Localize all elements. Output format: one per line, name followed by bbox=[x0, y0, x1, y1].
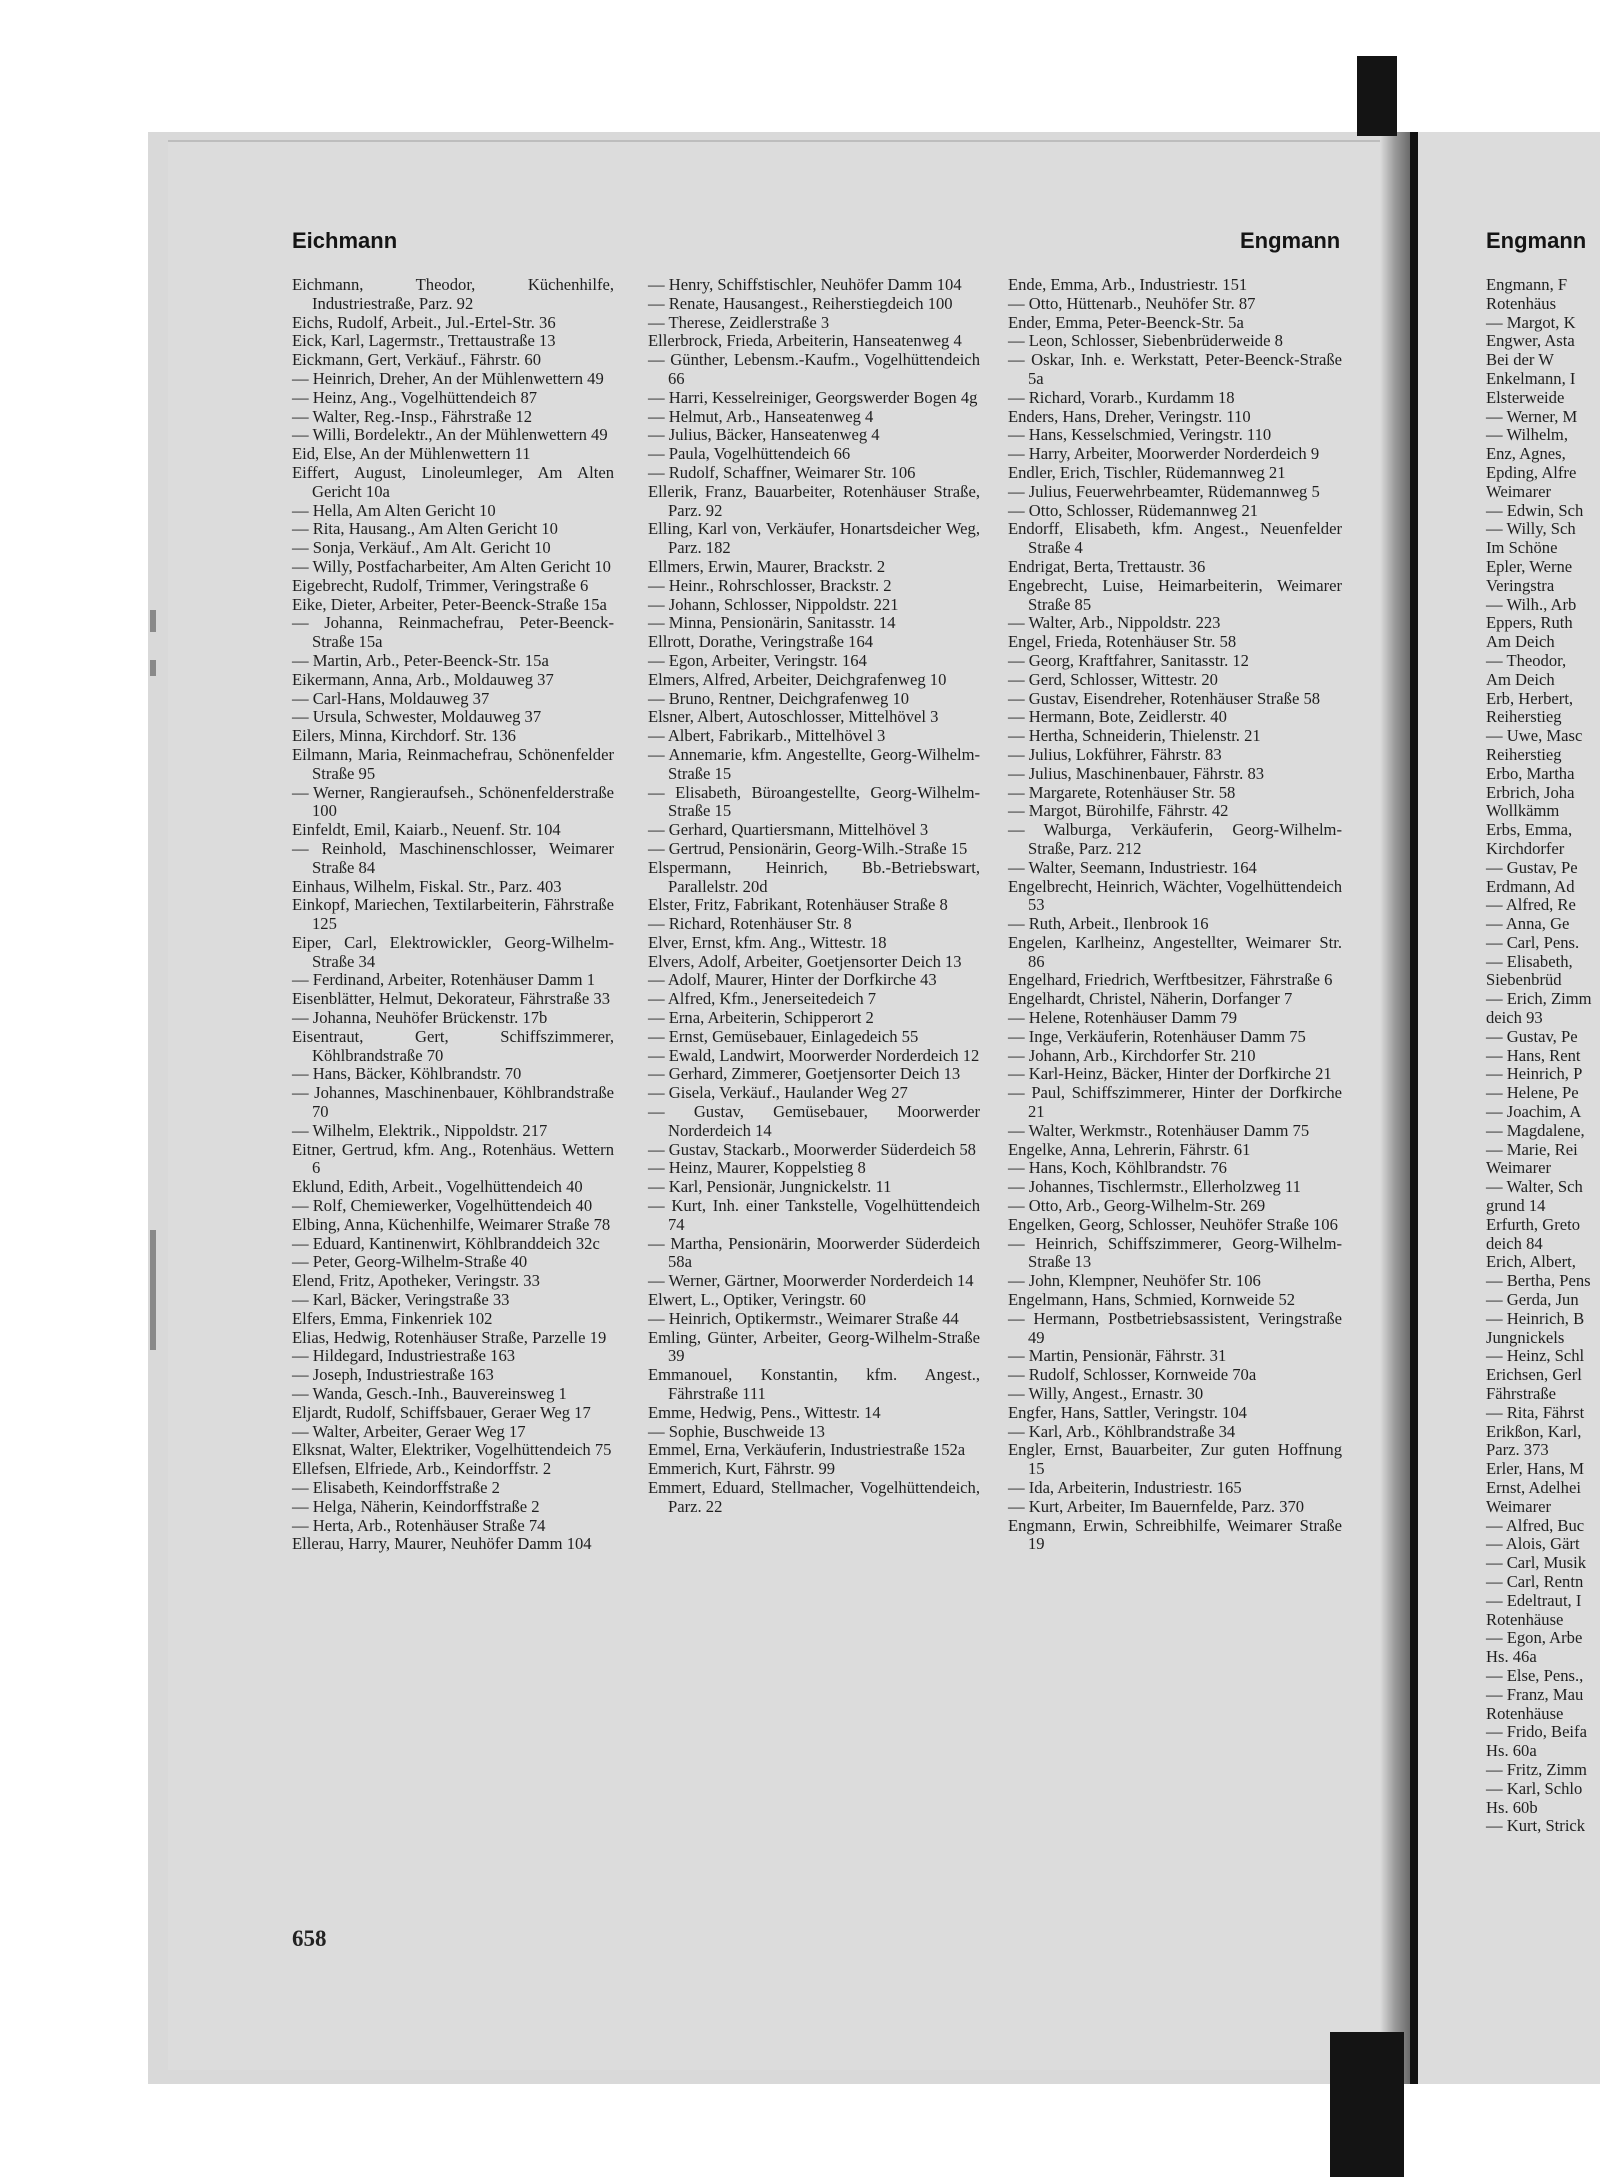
directory-entry: — Bruno, Rentner, Deichgrafenweg 10 bbox=[648, 688, 910, 708]
directory-entry: — Gustav, Gemüsebauer, Moorwerder Norderdeich 14 bbox=[648, 1102, 980, 1140]
directory-entry: — Johanna, Reinmachefrau, Peter-Beenck-Straße 15a bbox=[292, 613, 614, 652]
directory-entry: — Rita, Hausang., Am Alten Gericht 10 bbox=[292, 519, 558, 539]
directory-entry: — Heinr., Rohrschlosser, Brackstr. 2 bbox=[648, 575, 892, 595]
directory-entry: Elbing, Anna, Küchenhilfe, Weimarer Straße 78 bbox=[292, 1214, 611, 1234]
directory-entry: — Hans, Rent bbox=[1486, 1045, 1581, 1065]
directory-entry: — Johanna, Neuhöfer Brückenstr. 17b bbox=[292, 1008, 548, 1028]
directory-entry: Fährstraße bbox=[1486, 1384, 1557, 1404]
running-head-left: Eichmann bbox=[292, 228, 398, 253]
directory-entry: Eickmann, Gert, Verkäuf., Fährstr. 60 bbox=[292, 350, 542, 370]
directory-entry: Engebrecht, Luise, Heimarbeiterin, Weimarer Straße 85 bbox=[1008, 575, 1342, 614]
directory-entry: — Rolf, Chemiewerker, Vogelhüttendeich 40 bbox=[292, 1196, 593, 1216]
directory-entry: — Herta, Arb., Rotenhäuser Straße 74 bbox=[292, 1515, 546, 1535]
directory-entry: Enders, Hans, Dreher, Veringstr. 110 bbox=[1008, 406, 1251, 426]
directory-column-3 bbox=[1008, 276, 1342, 1554]
directory-entry: Erler, Hans, M bbox=[1486, 1459, 1584, 1479]
directory-entry: Engelmann, Hans, Schmied, Kornweide 52 bbox=[1008, 1290, 1296, 1310]
directory-entry: — Walter, Seemann, Industriestr. 164 bbox=[1008, 857, 1257, 877]
directory-entry: — Heinrich, B bbox=[1486, 1308, 1585, 1328]
directory-entry: — Willi, Bordelektr., An der Mühlenwettern 49 bbox=[292, 425, 608, 445]
directory-entry: Hs. 60b bbox=[1486, 1797, 1538, 1817]
directory-entry: Elspermann, Heinrich, Bb.-Betriebswart, Parallelstr. 20d bbox=[648, 857, 980, 896]
directory-entry: Eilers, Minna, Kirchdorf. Str. 136 bbox=[292, 726, 516, 746]
directory-entry: Elias, Hedwig, Rotenhäuser Straße, Parzelle 19 bbox=[292, 1327, 607, 1347]
directory-entry: Eichs, Rudolf, Arbeit., Jul.-Ertel-Str. 36 bbox=[292, 312, 556, 332]
page-number: 658 bbox=[292, 1926, 327, 1951]
directory-entry: Rotenhäuse bbox=[1486, 1609, 1564, 1629]
directory-entry: — Else, Pens., bbox=[1486, 1665, 1584, 1685]
directory-entry: Erbs, Emma, bbox=[1486, 820, 1573, 840]
directory-entry: Elsterweide bbox=[1486, 387, 1565, 407]
directory-entry: — Marie, Rei bbox=[1486, 1139, 1578, 1159]
directory-entry: Emmel, Erna, Verkäuferin, Industriestraße 152a bbox=[648, 1440, 966, 1460]
directory-entry: — Werner, M bbox=[1486, 406, 1578, 426]
directory-entry: Eilmann, Maria, Reinmachefrau, Schönenfelder Straße 95 bbox=[292, 744, 614, 783]
directory-entry: Enz, Agnes, bbox=[1486, 444, 1566, 464]
directory-entry: — Alfred, Buc bbox=[1486, 1515, 1585, 1535]
directory-entry: — Carl, Rentn bbox=[1486, 1571, 1584, 1591]
directory-entry: Elmers, Alfred, Arbeiter, Deichgrafenweg 10 bbox=[648, 669, 947, 689]
directory-entry: — Wilhelm, Elektrik., Nippoldstr. 217 bbox=[292, 1120, 548, 1140]
directory-entry: — Carl, Musik bbox=[1486, 1553, 1587, 1573]
directory-entry: Reiherstieg bbox=[1486, 707, 1562, 727]
directory-entry: — Alfred, Kfm., Jenerseitedeich 7 bbox=[648, 989, 877, 1009]
directory-entry: — Eduard, Kantinenwirt, Köhlbranddeich 32c bbox=[292, 1233, 600, 1253]
directory-entry: Eitner, Gertrud, kfm. Ang., Rotenhäus. Wettern 6 bbox=[292, 1139, 614, 1178]
directory-entry: Emmanouel, Konstantin, kfm. Angest., Fährstraße 111 bbox=[648, 1365, 980, 1404]
directory-entry: Emmerich, Kurt, Fährstr. 99 bbox=[648, 1459, 836, 1479]
directory-entry: — Richard, Rotenhäuser Str. 8 bbox=[648, 914, 852, 934]
directory-entry: Engelhard, Friedrich, Werftbesitzer, Fährstraße 6 bbox=[1008, 970, 1333, 990]
directory-entry: Ellmers, Erwin, Maurer, Brackstr. 2 bbox=[648, 556, 886, 576]
directory-entry: — Harry, Arbeiter, Moorwerder Norderdeich 9 bbox=[1008, 444, 1320, 464]
directory-entry: — Werner, Gärtner, Moorwerder Norderdeich 14 bbox=[648, 1271, 974, 1291]
directory-entry: Engelen, Karlheinz, Angestellter, Weimarer Str. 86 bbox=[1008, 932, 1342, 971]
directory-entry: — Adolf, Maurer, Hinter der Dorfkirche 43 bbox=[648, 970, 937, 990]
directory-entry: Eike, Dieter, Arbeiter, Peter-Beenck-Straße 15a bbox=[292, 594, 607, 614]
directory-entry: — Egon, Arbe bbox=[1486, 1628, 1583, 1648]
directory-entry: — Gustav, Eisendreher, Rotenhäuser Straße 58 bbox=[1008, 688, 1321, 708]
directory-entry: — Rita, Fährst bbox=[1486, 1402, 1585, 1422]
directory-entry: — Willy, Angest., Ernastr. 30 bbox=[1008, 1384, 1204, 1404]
directory-entry: Epler, Werne bbox=[1486, 556, 1573, 576]
directory-entry: Im Schöne bbox=[1486, 538, 1558, 558]
directory-entry: — Rudolf, Schlosser, Kornweide 70a bbox=[1008, 1365, 1257, 1385]
directory-entry: Engmann, F bbox=[1486, 275, 1568, 294]
directory-entry: Erdmann, Ad bbox=[1486, 876, 1575, 896]
directory-entry: Weimarer bbox=[1486, 1496, 1551, 1516]
directory-entry: — Renate, Hausangest., Reiherstiegdeich 100 bbox=[648, 293, 953, 313]
directory-entry: deich 93 bbox=[1486, 1008, 1543, 1028]
directory-entry: — Walter, Arb., Nippoldstr. 223 bbox=[1008, 613, 1221, 633]
directory-entry: — Gisela, Verkäuf., Haulander Weg 27 bbox=[648, 1083, 908, 1103]
directory-entry: — Karl-Heinz, Bäcker, Hinter der Dorfkirche 21 bbox=[1008, 1064, 1332, 1084]
directory-entry: Elksnat, Walter, Elektriker, Vogelhüttendeich 75 bbox=[292, 1440, 612, 1460]
directory-entry: Hs. 60a bbox=[1486, 1741, 1537, 1761]
directory-entry: Elster, Fritz, Fabrikant, Rotenhäuser Straße 8 bbox=[648, 895, 948, 915]
directory-entry: Engfer, Hans, Sattler, Veringstr. 104 bbox=[1008, 1402, 1247, 1422]
directory-entry: — Johann, Schlosser, Nippoldstr. 221 bbox=[648, 594, 899, 614]
directory-entry: — Helmut, Arb., Hanseatenweg 4 bbox=[648, 406, 874, 426]
directory-entry: Erbrich, Joha bbox=[1486, 782, 1575, 802]
directory-entry: — Werner, Rangieraufseh., Schönenfelderstraße 100 bbox=[292, 782, 614, 821]
directory-entry: Emling, Günter, Arbeiter, Georg-Wilhelm-Straße 39 bbox=[648, 1327, 980, 1366]
directory-entry: — Gerda, Jun bbox=[1486, 1290, 1579, 1310]
directory-entry: — Joseph, Industriestraße 163 bbox=[292, 1365, 494, 1385]
directory-entry: — Sonja, Verkäuf., Am Alt. Gericht 10 bbox=[292, 538, 551, 558]
directory-entry: — John, Klempner, Neuhöfer Str. 106 bbox=[1008, 1271, 1261, 1291]
directory-entry: — Elisabeth, Büroangestellte, Georg-Wilhelm-Straße 15 bbox=[648, 782, 980, 821]
directory-entry: — Harri, Kesselreiniger, Georgswerder Bogen 4g bbox=[648, 387, 978, 407]
directory-entry: — Ida, Arbeiterin, Industriestr. 165 bbox=[1008, 1478, 1242, 1497]
directory-entry: Ellerau, Harry, Maurer, Neuhöfer Damm 104 bbox=[292, 1534, 592, 1554]
directory-entry: Rotenhäuse bbox=[1486, 1703, 1564, 1723]
directory-entry: Emme, Hedwig, Pens., Wittestr. 14 bbox=[648, 1402, 881, 1422]
directory-entry: — Johannes, Tischlermstr., Ellerholzweg 11 bbox=[1008, 1177, 1301, 1197]
page-top-edge bbox=[168, 140, 1402, 142]
directory-entry: Engel, Frieda, Rotenhäuser Str. 58 bbox=[1008, 632, 1237, 652]
margin-mark bbox=[150, 610, 156, 632]
directory-entry: — Karl, Arb., Köhlbrandstraße 34 bbox=[1008, 1421, 1236, 1441]
directory-entry: Eisentraut, Gert, Schiffszimmerer, Köhlbrandstraße 70 bbox=[292, 1026, 614, 1065]
directory-entry: — Gustav, Pe bbox=[1486, 1026, 1578, 1046]
directory-entry: — Frido, Beifa bbox=[1486, 1722, 1587, 1742]
directory-entry: — Walter, Sch bbox=[1486, 1177, 1583, 1197]
directory-entry: — Helga, Näherin, Keindorffstraße 2 bbox=[292, 1496, 540, 1516]
gutter-shadow bbox=[1380, 132, 1410, 2084]
directory-entry: Engelbrecht, Heinrich, Wächter, Vogelhüttendeich 53 bbox=[1008, 876, 1342, 915]
directory-entry: Wollkämm bbox=[1486, 801, 1560, 821]
directory-entry: — Margarete, Rotenhäuser Str. 58 bbox=[1008, 782, 1236, 802]
directory-entry: Hs. 46a bbox=[1486, 1647, 1537, 1667]
directory-entry: Epding, Alfre bbox=[1486, 462, 1577, 482]
directory-entry: Einhaus, Wilhelm, Fiskal. Str., Parz. 403 bbox=[292, 876, 562, 896]
directory-entry: — Erich, Zimm bbox=[1486, 989, 1592, 1009]
directory-entry: Enkelmann, I bbox=[1486, 368, 1576, 388]
directory-entry: — Carl-Hans, Moldauweg 37 bbox=[292, 688, 490, 708]
directory-entry: Eid, Else, An der Mühlenwettern 11 bbox=[292, 444, 531, 464]
directory-entry: — Otto, Arb., Georg-Wilhelm-Str. 269 bbox=[1008, 1196, 1266, 1216]
directory-entry: Elwert, L., Optiker, Veringstr. 60 bbox=[648, 1290, 866, 1310]
directory-entry: — Peter, Georg-Wilhelm-Straße 40 bbox=[292, 1252, 528, 1272]
directory-entry: Weimarer bbox=[1486, 481, 1551, 501]
directory-entry: — Günther, Lebensm.-Kaufm., Vogelhüttendeich 66 bbox=[648, 350, 980, 388]
directory-entry: — Otto, Hüttenarb., Neuhöfer Str. 87 bbox=[1008, 293, 1256, 313]
directory-entry: — Heinrich, Optikermstr., Weimarer Straße 44 bbox=[648, 1308, 959, 1328]
directory-entry: Engelhardt, Christel, Näherin, Dorfanger 7 bbox=[1008, 989, 1293, 1009]
directory-entry: — Uwe, Masc bbox=[1486, 726, 1583, 746]
directory-entry: — Annemarie, kfm. Angestellte, Georg-Wilhelm-Straße 15 bbox=[648, 744, 980, 783]
directory-entry: — Hermann, Bote, Zeidlerstr. 40 bbox=[1008, 707, 1227, 727]
directory-entry: — Walter, Arbeiter, Geraer Weg 17 bbox=[292, 1421, 526, 1441]
directory-entry: Parz. 373 bbox=[1486, 1440, 1549, 1460]
directory-entry: Elling, Karl von, Verkäufer, Honartsdeicher Weg, Parz. 182 bbox=[648, 519, 980, 558]
directory-entry: — Julius, Maschinenbauer, Fährstr. 83 bbox=[1008, 763, 1265, 783]
directory-entry: — Gerhard, Zimmerer, Goetjensorter Deich 13 bbox=[648, 1064, 961, 1084]
directory-entry: — Gustav, Pe bbox=[1486, 857, 1578, 877]
directory-entry: Elsner, Albert, Autoschlosser, Mittelhövel 3 bbox=[648, 707, 939, 727]
directory-entry: Erbo, Martha bbox=[1486, 763, 1575, 783]
directory-entry: Reiherstieg bbox=[1486, 744, 1562, 764]
directory-entry: — Walter, Reg.-Insp., Fährstraße 12 bbox=[292, 406, 533, 426]
directory-entry: Endorff, Elisabeth, kfm. Angest., Neuenfelder Straße 4 bbox=[1008, 519, 1342, 558]
directory-entry: — Hans, Kesselschmied, Veringstr. 110 bbox=[1008, 425, 1272, 445]
margin-mark bbox=[150, 660, 156, 676]
directory-entry: — Wilh., Arb bbox=[1486, 594, 1577, 614]
directory-entry: — Karl, Bäcker, Veringstraße 33 bbox=[292, 1290, 510, 1310]
directory-entry: Ende, Emma, Arb., Industriestr. 151 bbox=[1008, 275, 1248, 294]
directory-entry: — Johannes, Maschinenbauer, Köhlbrandstraße 70 bbox=[292, 1083, 614, 1122]
directory-entry: — Fritz, Zimm bbox=[1486, 1759, 1587, 1779]
directory-entry: — Heinrich, Dreher, An der Mühlenwettern 49 bbox=[292, 368, 604, 388]
directory-entry: — Julius, Feuerwehrbeamter, Rüdemannweg 5 bbox=[1008, 481, 1320, 501]
directory-entry: — Edwin, Sch bbox=[1486, 500, 1584, 520]
directory-entry: — Heinz, Schl bbox=[1486, 1346, 1585, 1366]
directory-entry: — Walburga, Verkäuferin, Georg-Wilhelm-Straße, Parz. 212 bbox=[1008, 820, 1342, 858]
directory-entry: — Anna, Ge bbox=[1486, 914, 1570, 934]
directory-entry: — Hans, Bäcker, Köhlbrandstr. 70 bbox=[292, 1064, 522, 1084]
directory-entry: Erb, Herbert, bbox=[1486, 688, 1574, 708]
directory-entry: — Heinz, Maurer, Koppelstieg 8 bbox=[648, 1158, 866, 1178]
directory-entry: Ernst, Adelhei bbox=[1486, 1478, 1581, 1497]
directory-entry: Emmert, Eduard, Stellmacher, Vogelhüttendeich, Parz. 22 bbox=[648, 1478, 980, 1516]
directory-entry: — Wanda, Gesch.-Inh., Bauvereinsweg 1 bbox=[292, 1384, 567, 1404]
directory-entry: grund 14 bbox=[1486, 1196, 1546, 1216]
directory-entry: — Alois, Gärt bbox=[1486, 1534, 1580, 1554]
directory-entry: — Gerhard, Quartiersmann, Mittelhövel 3 bbox=[648, 820, 929, 840]
directory-entry: Einfeldt, Emil, Kaiarb., Neuenf. Str. 104 bbox=[292, 820, 561, 840]
directory-entry: — Franz, Mau bbox=[1486, 1684, 1584, 1704]
directory-column-next-page bbox=[1486, 276, 1600, 1836]
directory-entry: — Magdalene, bbox=[1486, 1120, 1585, 1140]
directory-entry: — Karl, Schlo bbox=[1486, 1778, 1583, 1798]
directory-entry: — Alfred, Re bbox=[1486, 895, 1576, 915]
directory-entry: — Hildegard, Industriestraße 163 bbox=[292, 1346, 516, 1366]
directory-entry: — Ferdinand, Arbeiter, Rotenhäuser Damm 1 bbox=[292, 970, 596, 990]
directory-entry: Endler, Erich, Tischler, Rüdemannweg 21 bbox=[1008, 462, 1286, 482]
directory-entry: Erikßon, Karl, bbox=[1486, 1421, 1582, 1441]
directory-entry: — Wilhelm, bbox=[1486, 425, 1568, 445]
directory-entry: Jungnickels bbox=[1486, 1327, 1565, 1347]
directory-entry: — Walter, Werkmstr., Rotenhäuser Damm 75 bbox=[1008, 1120, 1310, 1140]
directory-entry: — Helene, Pe bbox=[1486, 1083, 1579, 1103]
directory-entry: — Ernst, Gemüsebauer, Einlagedeich 55 bbox=[648, 1026, 919, 1046]
directory-entry: — Minna, Pensionärin, Sanitasstr. 14 bbox=[648, 613, 896, 633]
directory-entry: — Reinhold, Maschinenschlosser, Weimarer Straße 84 bbox=[292, 838, 614, 877]
directory-column-1 bbox=[292, 276, 614, 1554]
directory-entry: — Willy, Postfacharbeiter, Am Alten Gericht 10 bbox=[292, 556, 611, 576]
directory-entry: — Martha, Pensionärin, Moorwerder Süderdeich 58a bbox=[648, 1233, 980, 1272]
directory-entry: Eisenblätter, Helmut, Dekorateur, Fährstraße 33 bbox=[292, 989, 610, 1009]
binding-clip-bottom bbox=[1330, 2032, 1404, 2177]
directory-entry: — Julius, Bäcker, Hanseatenweg 4 bbox=[648, 425, 880, 445]
directory-entry: — Heinrich, Schiffszimmerer, Georg-Wilhelm-Straße 13 bbox=[1008, 1233, 1342, 1272]
directory-entry: — Erna, Arbeiterin, Schipperort 2 bbox=[648, 1008, 874, 1028]
directory-entry: — Rudolf, Schaffner, Weimarer Str. 106 bbox=[648, 462, 916, 482]
directory-entry: — Carl, Pens. bbox=[1486, 932, 1580, 952]
directory-entry: — Ruth, Arbeit., Ilenbrook 16 bbox=[1008, 914, 1209, 934]
directory-entry: — Egon, Arbeiter, Veringstr. 164 bbox=[648, 650, 867, 670]
directory-entry: — Martin, Pensionär, Fährstr. 31 bbox=[1008, 1346, 1227, 1366]
directory-entry: Elvers, Adolf, Arbeiter, Goetjensorter Deich 13 bbox=[648, 951, 962, 971]
directory-entry: — Helene, Rotenhäuser Damm 79 bbox=[1008, 1008, 1238, 1028]
directory-entry: Eikermann, Anna, Arb., Moldauweg 37 bbox=[292, 669, 554, 689]
directory-entry: — Kurt, Inh. einer Tankstelle, Vogelhüttendeich 74 bbox=[648, 1196, 980, 1234]
directory-entry: Einkopf, Mariechen, Textilarbeiterin, Fährstraße 125 bbox=[292, 895, 614, 934]
directory-entry: — Georg, Kraftfahrer, Sanitasstr. 12 bbox=[1008, 650, 1249, 670]
directory-entry: — Hella, Am Alten Gericht 10 bbox=[292, 500, 496, 520]
directory-entry: Bei der W bbox=[1486, 350, 1554, 370]
directory-entry: Ellerbrock, Frieda, Arbeiterin, Hanseatenweg 4 bbox=[648, 331, 962, 351]
directory-entry: — Paul, Schiffszimmerer, Hinter der Dorfkirche 21 bbox=[1008, 1083, 1342, 1122]
directory-entry: — Kurt, Strick bbox=[1486, 1816, 1586, 1836]
directory-entry: — Edeltraut, I bbox=[1486, 1590, 1582, 1610]
directory-entry: Erfurth, Greto bbox=[1486, 1214, 1580, 1234]
directory-entry: Eiper, Carl, Elektrowickler, Georg-Wilhelm-Straße 34 bbox=[292, 932, 614, 971]
directory-entry: — Hans, Koch, Köhlbrandstr. 76 bbox=[1008, 1158, 1227, 1178]
directory-entry: Engelke, Anna, Lehrerin, Fährstr. 61 bbox=[1008, 1139, 1251, 1159]
directory-entry: — Margot, Bürohilfe, Fährstr. 42 bbox=[1008, 801, 1229, 821]
directory-entry: — Ursula, Schwester, Moldauweg 37 bbox=[292, 707, 542, 727]
directory-entry: — Kurt, Arbeiter, Im Bauernfelde, Parz. 370 bbox=[1008, 1496, 1305, 1516]
directory-entry: — Heinrich, P bbox=[1486, 1064, 1583, 1084]
directory-entry: Am Deich bbox=[1486, 669, 1555, 689]
directory-entry: — Sophie, Buschweide 13 bbox=[648, 1421, 825, 1441]
directory-entry: Elfers, Emma, Finkenriek 102 bbox=[292, 1308, 493, 1328]
directory-entry: Elend, Fritz, Apotheker, Veringstr. 33 bbox=[292, 1271, 540, 1291]
directory-entry: Eick, Karl, Lagermstr., Trettaustraße 13 bbox=[292, 331, 556, 351]
directory-entry: Ellefsen, Elfriede, Arb., Keindorffstr. 2 bbox=[292, 1459, 552, 1479]
directory-entry: — Julius, Lokführer, Fährstr. 83 bbox=[1008, 744, 1222, 764]
directory-entry: — Hertha, Schneiderin, Thielenstr. 21 bbox=[1008, 726, 1261, 746]
directory-entry: Weimarer bbox=[1486, 1158, 1551, 1178]
directory-entry: — Henry, Schiffstischler, Neuhöfer Damm 104 bbox=[648, 275, 962, 294]
directory-entry: — Heinz, Ang., Vogelhüttendeich 87 bbox=[292, 387, 538, 407]
directory-entry: — Willy, Sch bbox=[1486, 519, 1576, 539]
directory-entry: — Bertha, Pens bbox=[1486, 1271, 1591, 1291]
running-head-right: Engmann bbox=[1240, 228, 1341, 253]
directory-entry: — Therese, Zeidlerstraße 3 bbox=[648, 312, 830, 332]
directory-entry: Eigebrecht, Rudolf, Trimmer, Veringstraße 6 bbox=[292, 575, 589, 595]
directory-entry: Endrigat, Berta, Trettaustr. 36 bbox=[1008, 556, 1206, 576]
directory-entry: — Richard, Vorarb., Kurdamm 18 bbox=[1008, 387, 1235, 407]
directory-entry: Ellrott, Dorathe, Veringstraße 164 bbox=[648, 632, 874, 652]
directory-entry: — Karl, Pensionär, Jungnickelstr. 11 bbox=[648, 1177, 892, 1197]
directory-entry: — Albert, Fabrikarb., Mittelhövel 3 bbox=[648, 726, 886, 746]
directory-entry: — Gerd, Schlosser, Wittestr. 20 bbox=[1008, 669, 1218, 689]
directory-entry: Elver, Ernst, kfm. Ang., Wittestr. 18 bbox=[648, 932, 887, 952]
directory-entry: Ellerik, Franz, Bauarbeiter, Rotenhäuser Straße, Parz. 92 bbox=[648, 481, 980, 520]
margin-mark bbox=[150, 1230, 156, 1350]
binding-clip-top bbox=[1357, 56, 1397, 136]
directory-entry: — Elisabeth, Keindorffstraße 2 bbox=[292, 1478, 500, 1497]
directory-entry: — Joachim, A bbox=[1486, 1102, 1582, 1122]
directory-entry: Engler, Ernst, Bauarbeiter, Zur guten Hoffnung 15 bbox=[1008, 1440, 1342, 1479]
directory-entry: — Leon, Schlosser, Siebenbrüderweide 8 bbox=[1008, 331, 1283, 351]
directory-entry: — Otto, Schlosser, Rüdemannweg 21 bbox=[1008, 500, 1259, 520]
directory-entry: — Theodor, bbox=[1486, 650, 1567, 670]
directory-entry: — Gustav, Stackarb., Moorwerder Süderdeich 58 bbox=[648, 1139, 976, 1159]
directory-column-2 bbox=[648, 276, 980, 1517]
directory-entry: Ender, Emma, Peter-Beenck-Str. 5a bbox=[1008, 312, 1244, 332]
directory-entry: Veringstra bbox=[1486, 575, 1555, 595]
directory-entry: Erichsen, Gerl bbox=[1486, 1365, 1582, 1385]
directory-entry: Siebenbrüd bbox=[1486, 970, 1562, 990]
directory-entry: Engwer, Asta bbox=[1486, 331, 1575, 351]
directory-entry: — Oskar, Inh. e. Werkstatt, Peter-Beenck-Straße 5a bbox=[1008, 350, 1342, 388]
directory-entry: — Margot, K bbox=[1486, 312, 1576, 332]
directory-entry: Engmann, Erwin, Schreibhilfe, Weimarer Straße 19 bbox=[1008, 1515, 1342, 1554]
directory-entry: Eljardt, Rudolf, Schiffsbauer, Geraer Weg 17 bbox=[292, 1402, 591, 1422]
directory-entry: Eklund, Edith, Arbeit., Vogelhüttendeich 40 bbox=[292, 1177, 583, 1197]
directory-entry: — Johann, Arb., Kirchdorfer Str. 210 bbox=[1008, 1045, 1256, 1065]
directory-entry: — Elisabeth, bbox=[1486, 951, 1573, 971]
directory-entry: — Ewald, Landwirt, Moorwerder Norderdeich 12 bbox=[648, 1045, 980, 1065]
directory-entry: — Gertrud, Pensionärin, Georg-Wilh.-Straße 15 bbox=[648, 838, 968, 858]
directory-entry: Engelken, Georg, Schlosser, Neuhöfer Straße 106 bbox=[1008, 1214, 1338, 1234]
gutter-binding-line bbox=[1410, 132, 1418, 2084]
directory-entry: deich 84 bbox=[1486, 1233, 1543, 1253]
directory-entry: Eiffert, August, Linoleumleger, Am Alten Gericht 10a bbox=[292, 462, 614, 501]
directory-entry: Rotenhäus bbox=[1486, 293, 1557, 313]
directory-entry: — Hermann, Postbetriebsassistent, Veringstraße 49 bbox=[1008, 1308, 1342, 1347]
directory-entry: — Inge, Verkäuferin, Rotenhäuser Damm 75 bbox=[1008, 1026, 1306, 1046]
directory-entry: Erich, Albert, bbox=[1486, 1252, 1576, 1272]
directory-entry: Kirchdorfer bbox=[1486, 838, 1565, 858]
directory-entry: — Martin, Arb., Peter-Beenck-Str. 15a bbox=[292, 650, 549, 670]
running-head-next-page: Engmann bbox=[1486, 228, 1587, 253]
directory-entry: Eichmann, Theodor, Küchenhilfe, Industriestraße, Parz. 92 bbox=[292, 275, 614, 313]
directory-entry: Am Deich bbox=[1486, 632, 1555, 652]
directory-entry: — Paula, Vogelhüttendeich 66 bbox=[648, 444, 851, 464]
directory-entry: Eppers, Ruth bbox=[1486, 613, 1573, 633]
